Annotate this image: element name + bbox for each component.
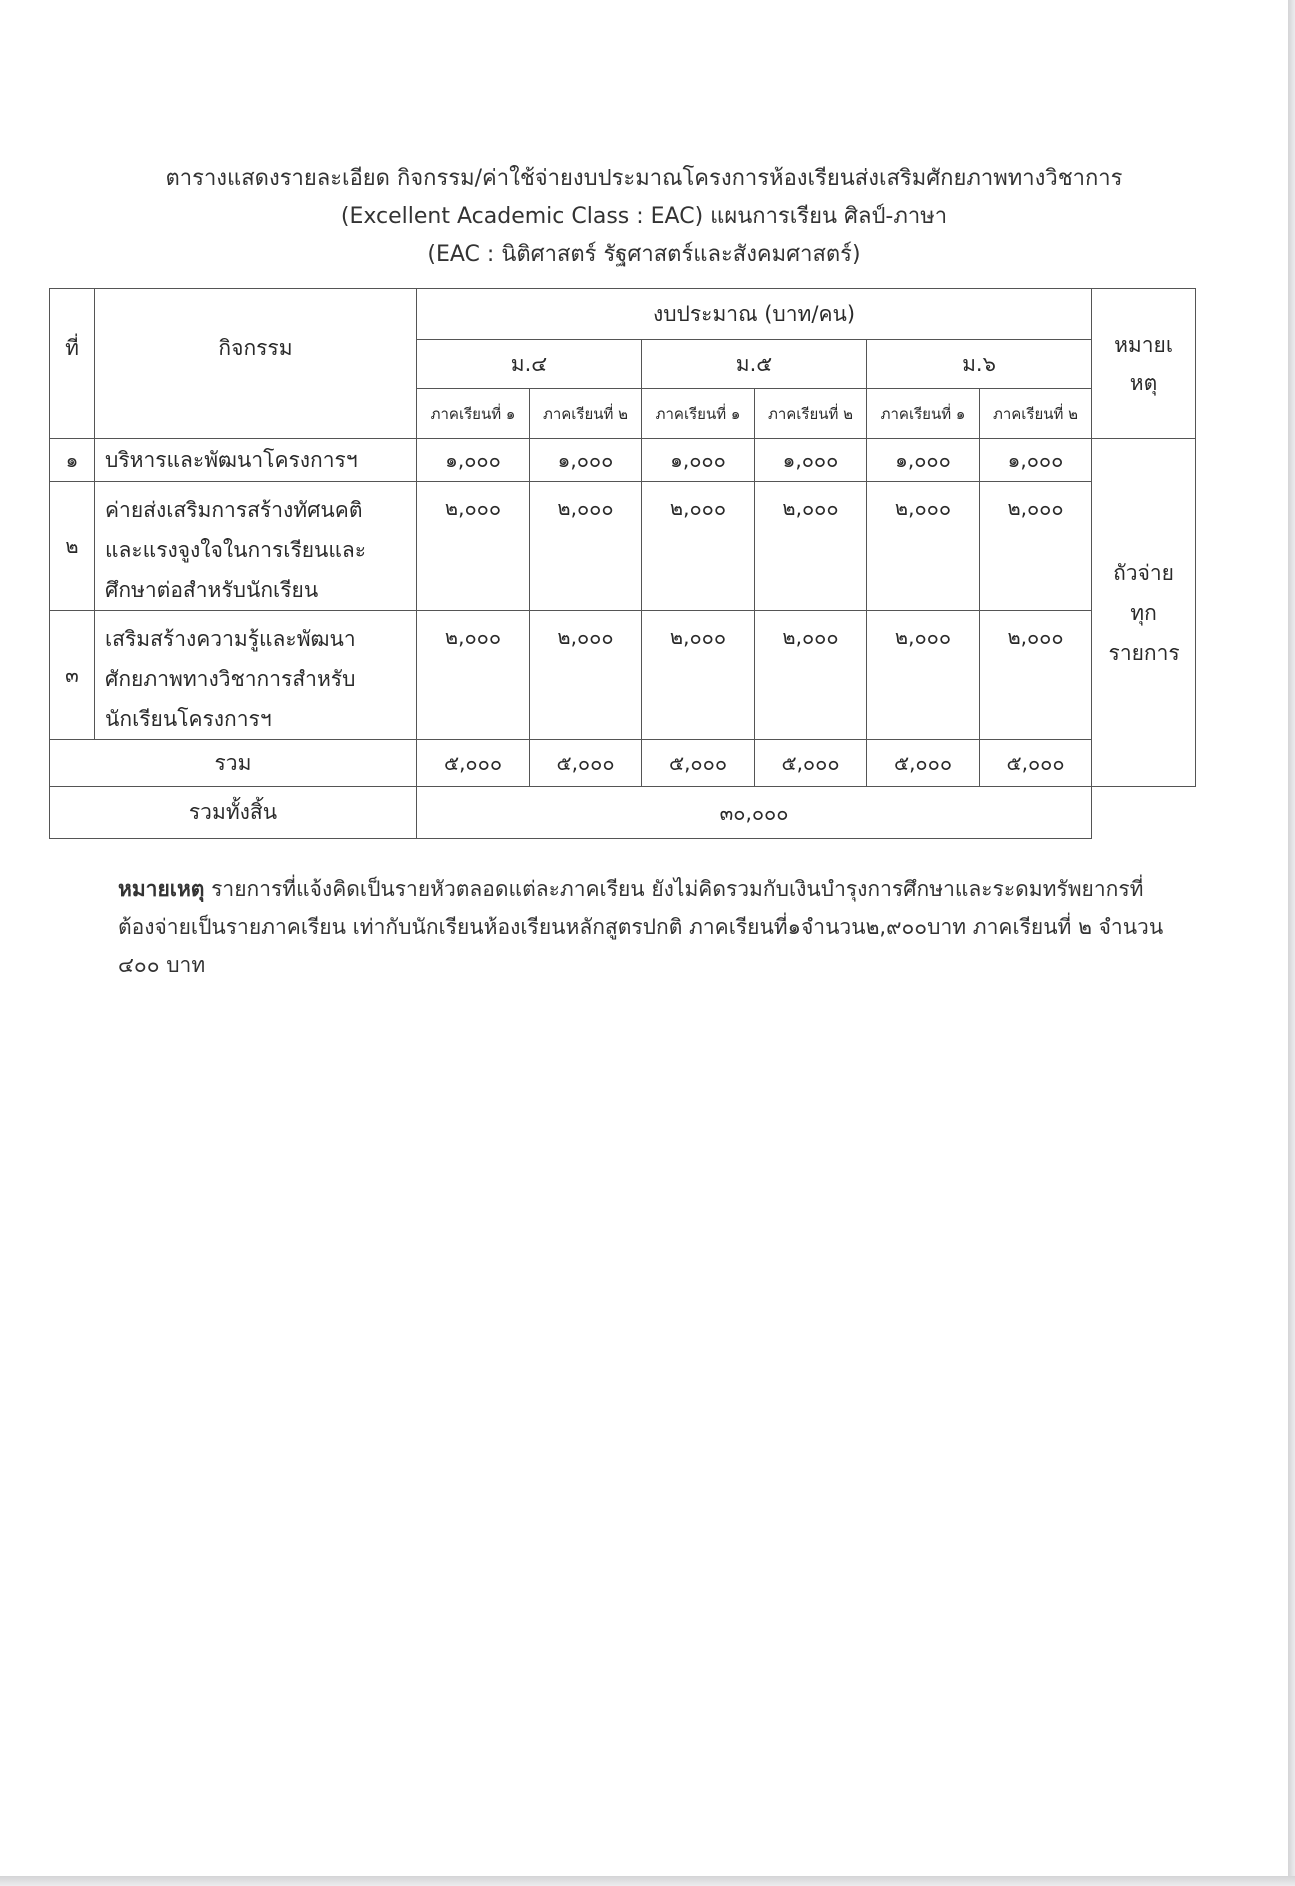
row-amount: ๒,๐๐๐ bbox=[642, 611, 755, 740]
row-amount: ๒,๐๐๐ bbox=[530, 482, 642, 611]
row-number: ๑ bbox=[50, 439, 95, 482]
row-amount: ๑,๐๐๐ bbox=[530, 439, 642, 482]
page-shadow-right bbox=[1288, 0, 1295, 1886]
row-amount: ๒,๐๐๐ bbox=[980, 611, 1092, 740]
subtotal-amount: ๕,๐๐๐ bbox=[980, 740, 1092, 787]
title-line-2: (Excellent Academic Class : EAC) แผนการเรียน ศิลป์-ภาษา bbox=[340, 204, 948, 229]
subtotal-amount: ๕,๐๐๐ bbox=[867, 740, 980, 787]
subtotal-amount: ๕,๐๐๐ bbox=[530, 740, 642, 787]
grand-total-row bbox=[50, 787, 1196, 839]
subtotal-row bbox=[50, 740, 1196, 787]
header-remark bbox=[1092, 289, 1196, 439]
header-grade-m5: ม.๕ bbox=[642, 340, 867, 389]
row-activity bbox=[95, 611, 417, 740]
row-amount: ๒,๐๐๐ bbox=[417, 611, 530, 740]
remark-cell bbox=[1092, 439, 1196, 787]
table-row bbox=[50, 611, 1196, 740]
header-term: ภาคเรียนที่ ๑ bbox=[642, 389, 755, 439]
header-term: ภาคเรียนที่ ๑ bbox=[867, 389, 980, 439]
row-amount: ๒,๐๐๐ bbox=[980, 482, 1092, 611]
footnote bbox=[118, 870, 1178, 984]
row-amount: ๒,๐๐๐ bbox=[755, 482, 867, 611]
header-activity: กิจกรรม bbox=[95, 289, 417, 439]
subtotal-amount: ๕,๐๐๐ bbox=[642, 740, 755, 787]
header-term: ภาคเรียนที่ ๒ bbox=[980, 389, 1092, 439]
row-amount: ๑,๐๐๐ bbox=[980, 439, 1092, 482]
row-amount: ๒,๐๐๐ bbox=[642, 482, 755, 611]
footnote-text: รายการที่แจ้งคิดเป็นรายหัวตลอดแต่ละภาคเรียน ยังไม่คิดรวมกับเงินบำรุงการศึกษาและระดมทรัพยากรที่ต้องจ่ายเป็นรายภาคเรียน เท่ากับนักเรียนห้องเรียนหลักสูตรปกติ ภาคเรียนที่๑จำนวน๒,๙๐๐บาท ภาคเรียนที่ ๒ จำนวน ๔๐๐ บาท bbox=[118, 877, 1164, 977]
budget-table bbox=[49, 288, 1196, 839]
title-line-3: (EAC : นิติศาสตร์ รัฐศาสตร์และสังคมศาสตร์) bbox=[427, 242, 861, 267]
footnote-label: หมายเหตุ bbox=[118, 877, 205, 901]
row-activity-text: เสริมสร้างความรู้และพัฒนาศักยภาพทางวิชาการสำหรับนักเรียนโครงการฯ bbox=[105, 627, 356, 731]
header-grade-m6: ม.๖ bbox=[867, 340, 1092, 389]
row-number: ๒ bbox=[50, 482, 95, 611]
header-grade-m4: ม.๔ bbox=[417, 340, 642, 389]
empty-cell bbox=[1092, 787, 1196, 839]
row-amount: ๑,๐๐๐ bbox=[417, 439, 530, 482]
subtotal-label: รวม bbox=[50, 740, 417, 787]
row-activity-text: ค่ายส่งเสริมการสร้างทัศนคติและแรงจูงใจในการเรียนและศึกษาต่อสำหรับนักเรียน bbox=[105, 498, 367, 602]
page-shadow-bottom bbox=[0, 1876, 1295, 1886]
row-amount: ๒,๐๐๐ bbox=[530, 611, 642, 740]
header-budget: งบประมาณ (บาท/คน) bbox=[417, 289, 1092, 340]
subtotal-amount: ๕,๐๐๐ bbox=[755, 740, 867, 787]
table-row bbox=[50, 482, 1196, 611]
document-title bbox=[0, 160, 1288, 274]
remark-text: ถัวจ่ายทุกรายการ bbox=[1108, 560, 1180, 665]
row-amount: ๒,๐๐๐ bbox=[867, 482, 980, 611]
title-line-1: ตารางแสดงรายละเอียด กิจกรรม/ค่าใช้จ่ายงบประมาณโครงการห้องเรียนส่งเสริมศักยภาพทางวิชาการ bbox=[165, 166, 1123, 191]
header-remark-text: หมายเหตุ bbox=[1114, 332, 1174, 395]
subtotal-amount: ๕,๐๐๐ bbox=[417, 740, 530, 787]
row-amount: ๑,๐๐๐ bbox=[755, 439, 867, 482]
row-amount: ๒,๐๐๐ bbox=[867, 611, 980, 740]
header-term: ภาคเรียนที่ ๑ bbox=[417, 389, 530, 439]
row-amount: ๑,๐๐๐ bbox=[642, 439, 755, 482]
row-amount: ๒,๐๐๐ bbox=[417, 482, 530, 611]
row-activity: บริหารและพัฒนาโครงการฯ bbox=[95, 439, 417, 482]
header-no: ที่ bbox=[50, 289, 95, 439]
row-number: ๓ bbox=[50, 611, 95, 740]
row-activity bbox=[95, 482, 417, 611]
table-row bbox=[50, 439, 1196, 482]
header-term: ภาคเรียนที่ ๒ bbox=[755, 389, 867, 439]
grand-total-amount: ๓๐,๐๐๐ bbox=[417, 787, 1092, 839]
header-term: ภาคเรียนที่ ๒ bbox=[530, 389, 642, 439]
grand-total-label: รวมทั้งสิ้น bbox=[50, 787, 417, 839]
row-amount: ๑,๐๐๐ bbox=[867, 439, 980, 482]
row-amount: ๒,๐๐๐ bbox=[755, 611, 867, 740]
